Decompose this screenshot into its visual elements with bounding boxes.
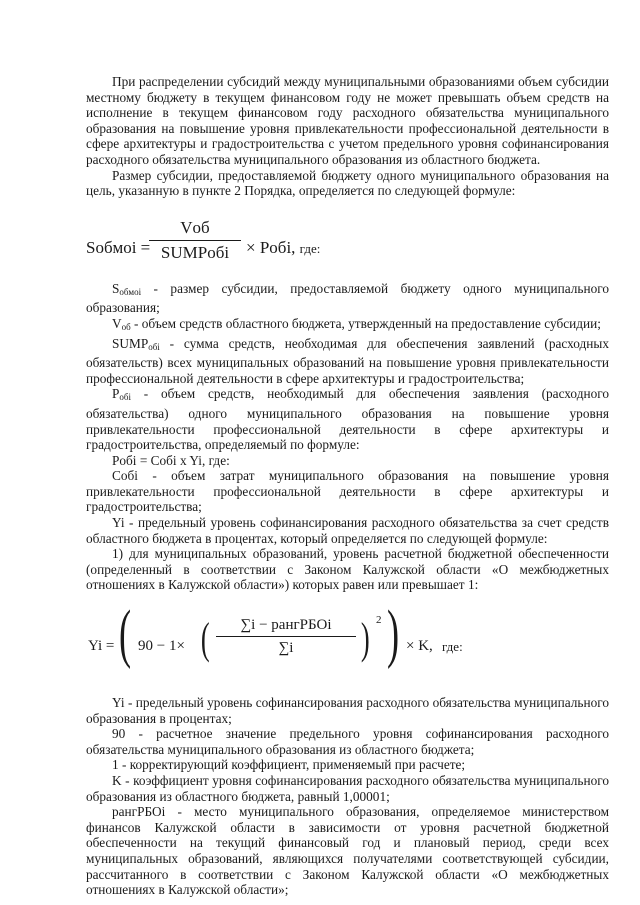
def-subscript: обi (119, 392, 131, 403)
formula-where: где: (299, 240, 321, 256)
def-text: - сумма средств, необходимая для обеспечения заявлений (расходных обязательств) всех муниципальных образований на повышение уровня привлекательности профессиональной деятельности в сфере архитектуры и градостроительства; (86, 335, 609, 386)
fraction-bar (216, 636, 356, 637)
document-body (86, 74, 609, 898)
def-sump (86, 336, 609, 387)
formula2-fraction (216, 615, 356, 658)
pobi-formula: Pобi = Cобi x Yi, где: (112, 452, 230, 468)
paragraph-distribution: При распределении субсидий между муниципальными образованиями объем субсидии местному бюджету в текущем финансовом году не может превышать объем средств на исполнение в текущем финансовом году расходного обязательства муниципального образования на повышение уровня привлекательности профессиональной деятельности в сфере архитектуры и градостроительства с учетом предельного уровня софинансирования расходного обязательства муниципального образования из областного бюджета. (86, 74, 609, 167)
def-text: - объем средств областного бюджета, утвержденный на предоставление субсидии; (130, 315, 601, 331)
paragraph-subsidy-size: Размер субсидии, предоставляемой бюджету одного муниципального образования на цель, указанную в пункте 2 Порядка, определяется по следующей формуле: (86, 167, 609, 199)
formula2-power: 2 (376, 614, 382, 627)
def2-yi: Yi - предельный уровень софинансирования расходного обязательства муниципального образования в процентах; (86, 695, 609, 726)
def-symbol: SUMP (112, 335, 149, 351)
big-paren-left: ( (118, 597, 132, 671)
def-subscript: об (121, 321, 131, 332)
fraction-bar (149, 240, 241, 241)
def-yi: Yi - предельный уровень софинансирования расходного обязательства за счет средств областного бюджета в процентах, который определяется по следующей формуле: (86, 515, 609, 546)
formula2-where: где: (442, 639, 463, 655)
case-1: 1) для муниципальных образований, уровень расчетной бюджетной обеспеченности (определенный в соответствии с Законом Калужской области «О межбюджетных отношениях в Калужской области») которых равен или превышает 1: (86, 546, 609, 593)
formula-numerator: Vоб (180, 217, 210, 237)
formula-right (246, 237, 321, 257)
def-text: - объем средств, необходимый для обеспечения заявления (расходного обязательства) одного муниципального образования на повышение уровня привлекательности профессиональной деятельности в сфере архитектуры и градостроительства, определяемый по формуле: (86, 386, 609, 453)
def-symbol: S (112, 280, 120, 296)
def2-rank: рангРБОi - место муниципального образования, определяемое министерством финансов Калужской области в зависимости от уровня расчетной бюджетной обеспеченности на текущий финансовый год и плановый период, среди всех муниципальных образований, являющихся получателями соответствующей субсидии, рассчитанного в соответствии с Законом Калужской области «О межбюджетных отношениях в Калужской области»; (86, 804, 609, 898)
def-vob (86, 316, 609, 336)
formula2-denominator: ∑i (278, 640, 294, 657)
def-sobmoi (86, 281, 609, 316)
def-subscript: обi (148, 341, 160, 352)
formula-left: Sобмоi = (86, 237, 151, 257)
formula-subsidy (86, 217, 609, 281)
formula-fraction (149, 217, 241, 264)
small-paren-left: ( (200, 614, 210, 664)
formula2-numerator: ∑i − рангРБОi (240, 617, 332, 634)
def-symbol: V (112, 315, 122, 331)
def-symbol: P (112, 386, 120, 402)
formula2-tail: × K, (406, 638, 433, 655)
big-paren-right: ) (386, 597, 400, 671)
formula-right-term: × Pобi, (246, 237, 296, 257)
formula-yi (86, 597, 609, 695)
def-pobi (86, 386, 609, 452)
def2-1: 1 - корректирующий коэффициент, применяемый при расчете; (112, 757, 466, 773)
def2-90: 90 - расчетное значение предельного уровня софинансирования расходного обязательства муниципального образования из областного бюджета; (86, 726, 609, 757)
small-paren-right: ) (360, 614, 370, 664)
formula2-inner: 90 − 1× (138, 638, 185, 655)
formula2-lhs: Yi = (88, 638, 115, 655)
def2-k: K - коэффициент уровня софинансирования расходного обязательства муниципального образования из областного бюджета, равный 1,00001; (86, 773, 609, 804)
def-text: - размер субсидии, предоставляемой бюджету одного муниципального образования; (86, 280, 609, 316)
formula-denominator: SUMPобi (160, 242, 230, 262)
def-cobi: Cобi - объем затрат муниципального образования на повышение уровня привлекательности профессиональной деятельности в сфере архитектуры и градостроительства; (86, 468, 609, 515)
def-subscript: обмоi (119, 286, 142, 297)
